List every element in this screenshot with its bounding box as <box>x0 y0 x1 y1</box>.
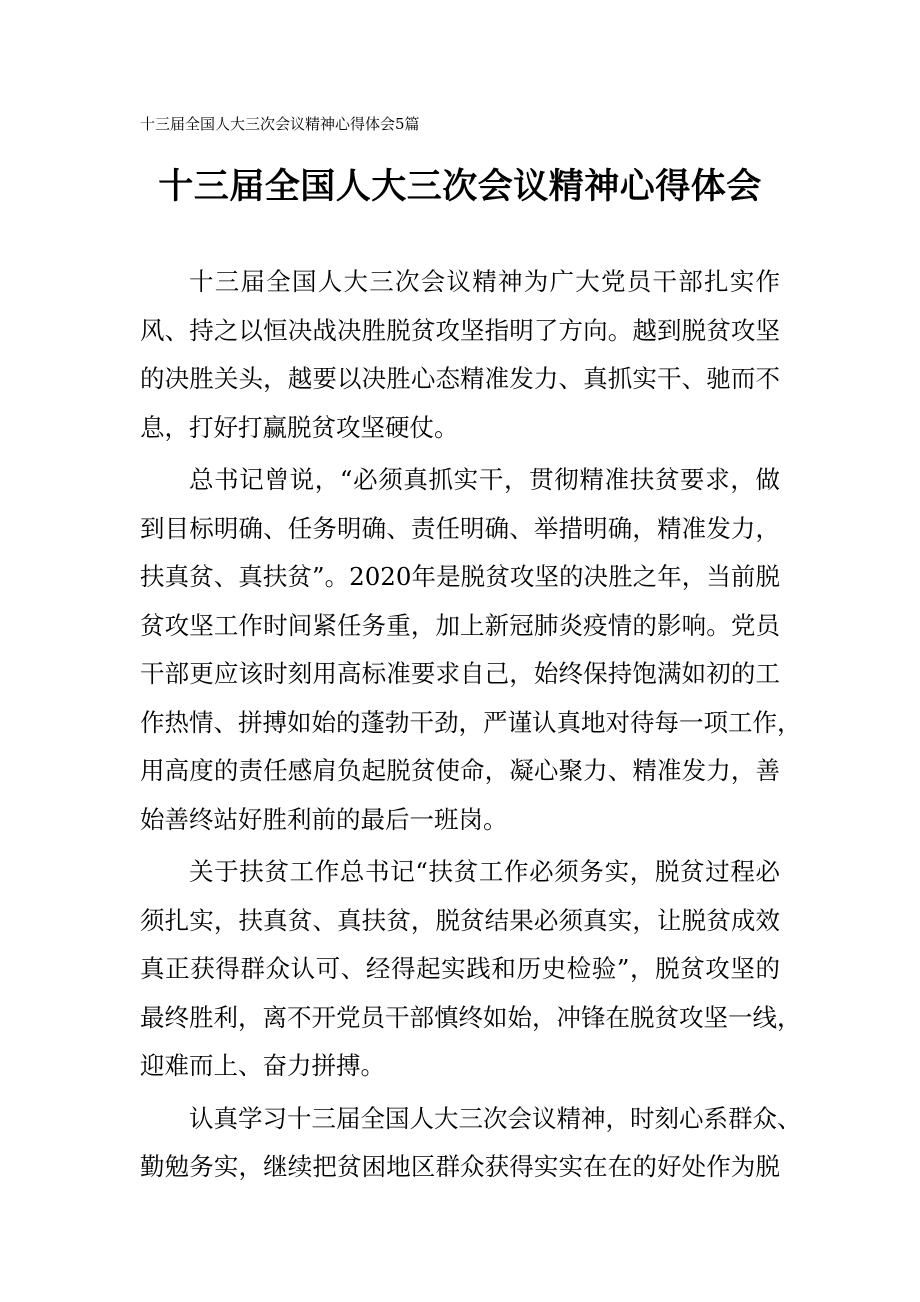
text-line: 干部更应该时刻用高标准要求自己，始终保持饱满如初的工 <box>140 659 780 688</box>
document-body <box>140 258 802 1196</box>
text-line: 作热情、拼搏如始的蓬勃干劲，严谨认真地对待每一项工作， <box>140 707 802 737</box>
text-line: 总书记曾说，“必须真抓实干，贯彻精准扶贫要求，做 <box>189 465 780 494</box>
text-line: 真正获得群众认可、经得起实践和历史检验”，脱贫攻坚的 <box>140 954 780 983</box>
text-line: 迎难而上、奋力拼搏。 <box>140 1051 385 1080</box>
text-line: 用高度的责任感肩负起脱贫使命，凝心聚力、精准发力，善 <box>140 756 780 785</box>
document-header: 十三届全国人大三次会议精神心得体会5篇 <box>140 115 420 133</box>
text-line: 息，打好打赢脱贫攻坚硬仗。 <box>140 412 459 442</box>
paragraph-3 <box>140 848 802 1091</box>
text-line: 的决胜关头，越要以决胜心态精准发力、真抓实干、驰而不 <box>140 364 780 393</box>
text-line: 关于扶贫工作总书记“扶贫工作必须务实，脱贫过程必 <box>189 857 780 886</box>
paragraph-2 <box>140 456 802 844</box>
paragraph-4 <box>140 1095 802 1192</box>
text-line: 认真学习十三届全国人大三次会议精神，时刻心系群众、 <box>189 1103 802 1133</box>
text-line: 始善终站好胜利前的最后一班岗。 <box>140 804 508 834</box>
document-title: 十三届全国人大三次会议精神心得体会 <box>158 166 762 207</box>
text-line: 须扎实，扶真贫、真扶贫，脱贫结果必须真实，让脱贫成效 <box>140 905 780 935</box>
text-line: 勤勉务实，继续把贫困地区群众获得实实在在的好处作为脱 <box>140 1152 780 1181</box>
text-line: 十三届全国人大三次会议精神为广大党员干部扎实作 <box>189 267 780 296</box>
text-line: 风、持之以恒决战决胜脱贫攻坚指明了方向。越到脱贫攻坚 <box>140 315 780 345</box>
text-line: 到目标明确、任务明确、责任明确、举措明确，精准发力， <box>140 513 780 543</box>
text-line: 最终胜利，离不开党员干部慎终如始，冲锋在脱贫攻坚一线， <box>140 1002 802 1032</box>
text-line: 扶真贫、真扶贫”。2020年是脱贫攻坚的决胜之年，当前脱 <box>140 562 780 591</box>
paragraph-1 <box>140 258 780 452</box>
text-line: 贫攻坚工作时间紧任务重，加上新冠肺炎疫情的影响。党员 <box>140 610 780 640</box>
